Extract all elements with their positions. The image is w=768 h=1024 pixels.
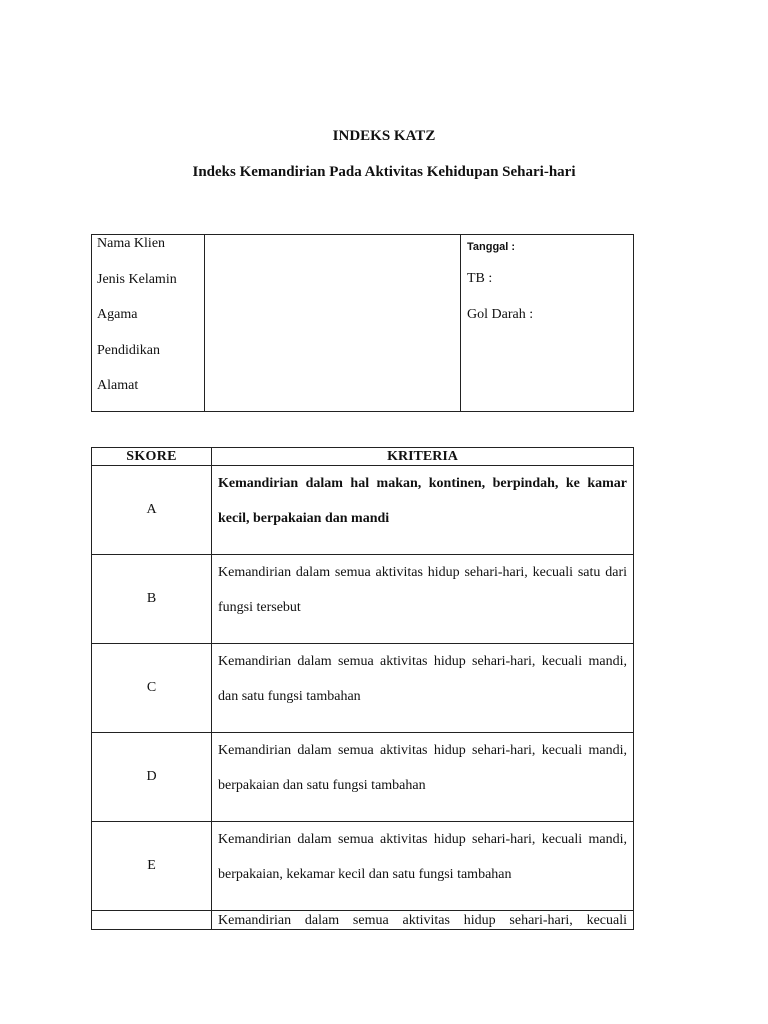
label-pendidikan: Pendidikan bbox=[97, 343, 160, 358]
label-agama: Agama bbox=[97, 307, 138, 322]
criteria-cell: Kemandirian dalam hal makan, kontinen, berpindah, ke kamar kecil, berpakaian dan mandi bbox=[212, 466, 634, 555]
criteria-cell: Kemandirian dalam semua aktivitas hidup sehari-hari, kecuali mandi, dan satu fungsi tambahan bbox=[212, 644, 634, 733]
identity-right-column bbox=[461, 235, 633, 411]
katz-score-table bbox=[91, 447, 634, 930]
criteria-cell: Kemandirian dalam semua aktivitas hidup sehari-hari, kecuali mandi, berpakaian dan satu fungsi tambahan bbox=[212, 733, 634, 822]
table-row bbox=[92, 733, 634, 822]
criteria-cell: Kemandirian dalam semua aktivitas hidup sehari-hari, kecuali satu dari fungsi tersebut bbox=[212, 555, 634, 644]
table-row bbox=[92, 911, 634, 930]
score-cell: B bbox=[92, 555, 212, 644]
label-tanggal: Tanggal : bbox=[467, 241, 516, 253]
criteria-cell: Kemandirian dalam semua aktivitas hidup sehari-hari, kecuali mandi, berpakaian, kekamar kecil dan satu fungsi tambahan bbox=[212, 822, 634, 911]
label-jenis-kelamin: Jenis Kelamin bbox=[97, 272, 177, 287]
score-cell: D bbox=[92, 733, 212, 822]
score-cell: E bbox=[92, 822, 212, 911]
criteria-text: Kemandirian dalam semua aktivitas hidup sehari-hari, kecuali bbox=[218, 913, 627, 928]
document-subtitle: Indeks Kemandirian Pada Aktivitas Kehidupan Sehari-hari bbox=[192, 164, 576, 180]
table-row bbox=[92, 555, 634, 644]
label-alamat: Alamat bbox=[97, 378, 139, 393]
document-title: INDEKS KATZ bbox=[332, 128, 436, 144]
header-skore: SKORE bbox=[92, 448, 212, 466]
table-header-row bbox=[92, 448, 634, 466]
label-gol-darah: Gol Darah : bbox=[467, 307, 534, 322]
identity-value-column[interactable] bbox=[205, 235, 461, 411]
client-identity-table bbox=[91, 234, 634, 412]
table-row bbox=[92, 466, 634, 555]
identity-label-column bbox=[92, 235, 205, 411]
criteria-cell bbox=[212, 911, 634, 930]
label-tb: TB : bbox=[467, 271, 493, 286]
score-cell bbox=[92, 911, 212, 930]
score-cell: C bbox=[92, 644, 212, 733]
header-kriteria: KRITERIA bbox=[212, 448, 634, 466]
score-cell: A bbox=[92, 466, 212, 555]
table-row bbox=[92, 822, 634, 911]
label-nama-klien: Nama Klien bbox=[97, 236, 166, 251]
table-row bbox=[92, 644, 634, 733]
